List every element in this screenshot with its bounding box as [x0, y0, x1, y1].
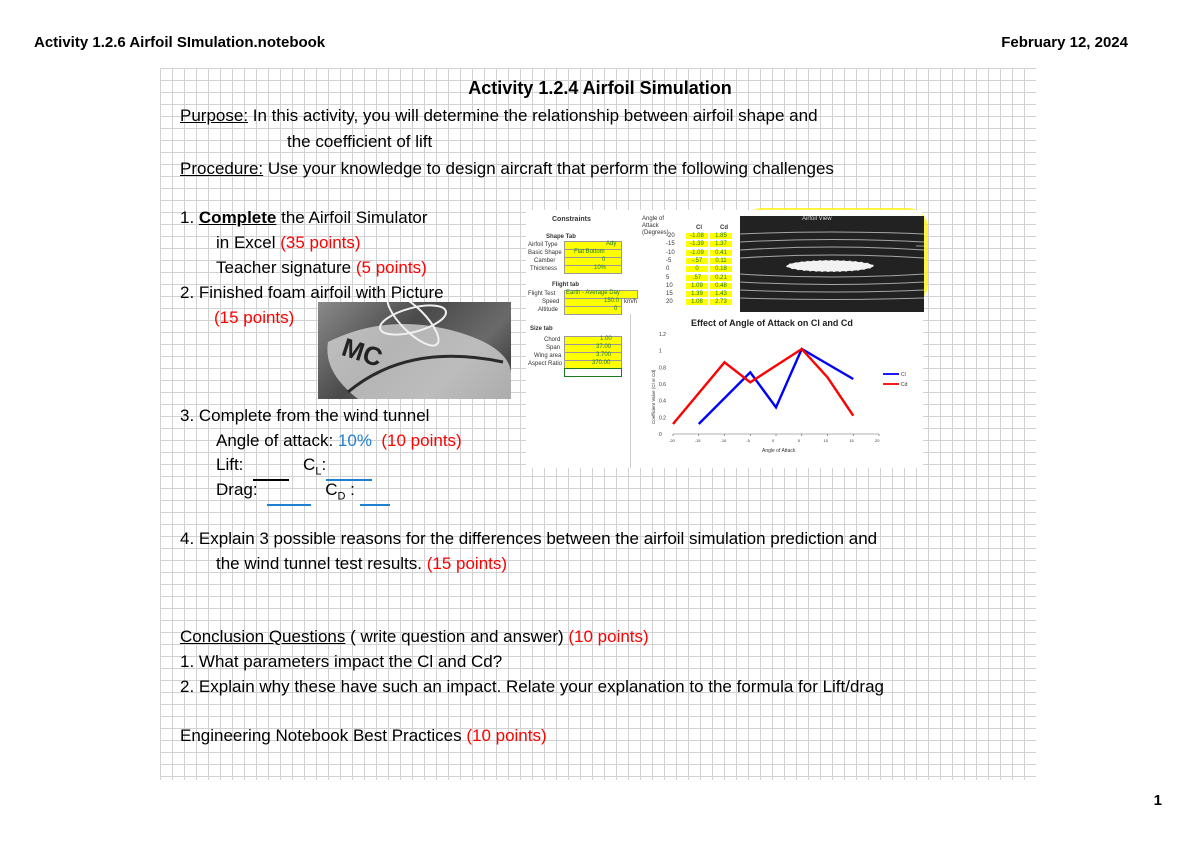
airflow-lines-drawing — [740, 216, 924, 312]
chart-plot — [631, 314, 923, 468]
series-line-cl — [699, 349, 854, 424]
item-4-points: (15 points) — [426, 554, 508, 573]
procedure-line — [180, 159, 834, 179]
cl-cell: -1.39 — [686, 241, 708, 247]
camber-value: 0 — [602, 257, 606, 263]
teacher-signature-text: Teacher signature — [216, 258, 356, 277]
aoa-cell: -10 — [666, 249, 675, 256]
constraints-label: Constraints — [552, 216, 591, 223]
angle-label: Angle of attack: — [216, 431, 338, 450]
signature-points: (5 points) — [355, 258, 427, 277]
page-title: Activity 1.2.4 Airfoil Simulation — [468, 78, 732, 98]
aoa-cell: -20 — [666, 233, 675, 239]
cd-cell: 0.11 — [710, 258, 732, 264]
y-tick-label: 1.2 — [659, 332, 666, 338]
y-tick-label: 1 — [659, 348, 662, 355]
cl-cell: 1.08 — [686, 299, 708, 305]
best-practices-text: Engineering Notebook Best Practices — [180, 726, 467, 745]
item-1-text: the Airfoil Simulator — [276, 208, 428, 227]
item-1-excel — [216, 233, 361, 253]
cd-label: C — [325, 480, 338, 499]
thickness-value: 10% — [594, 265, 607, 271]
aoa-cell: 0 — [666, 266, 670, 273]
file-name: Activity 1.2.6 Airfoil SImulation.notebook — [34, 34, 326, 51]
item-1-bold: Complete — [198, 208, 277, 227]
best-practices-line — [180, 726, 547, 746]
airfoil-simulator-screenshot — [526, 210, 922, 468]
span-label: Span — [546, 345, 561, 351]
speed-label: Speed — [542, 299, 560, 305]
chord-value: 1.00 — [600, 336, 612, 342]
photo-marker-text: MC — [338, 331, 387, 373]
drag-blank[interactable] — [267, 488, 311, 506]
item-3: 3. Complete from the wind tunnel — [180, 406, 430, 425]
item-4-text: the wind tunnel test results. — [216, 554, 427, 573]
altitude-value: 0 — [614, 306, 618, 312]
procedure-text: Use your knowledge to design aircraft that perform the following challenges — [263, 159, 834, 178]
angle-of-attack-line — [216, 431, 462, 451]
thickness-label: Thickness — [530, 266, 558, 272]
flight-test-label: Flight Test — [528, 291, 556, 297]
foam-airfoil-photo — [318, 302, 511, 399]
cl-col-header: Cl — [696, 225, 702, 231]
y-tick-label: 0.8 — [659, 365, 666, 372]
aoa-cell: 15 — [666, 291, 673, 298]
angle-points: (10 points) — [381, 431, 462, 450]
page-number: 1 — [1153, 792, 1162, 809]
series-line-cd — [673, 349, 853, 424]
cl-cell: -.57 — [686, 258, 708, 264]
item-2: 2. Finished foam airfoil with Picture — [180, 283, 444, 302]
item-1-number: 1. — [180, 208, 199, 227]
item-1-excel-text: in Excel — [216, 233, 281, 252]
wing-area-value: 3.700 — [596, 352, 612, 358]
aoa-cell: 5 — [666, 274, 670, 281]
item-2-points: (15 points) — [214, 308, 295, 327]
airfoil-view — [740, 216, 924, 312]
cd-subscript: D — [337, 490, 346, 503]
chart-title: Effect of Angle of Attack on Cl and Cd — [691, 318, 853, 328]
aspect-ratio-label: Aspect Ratio — [528, 361, 563, 367]
lift-blank[interactable] — [253, 463, 289, 481]
x-tick-label: -5 — [746, 438, 750, 443]
basic-shape-label: Basic Shape — [528, 250, 562, 256]
lift-line — [216, 455, 372, 481]
cl-cell: -1.09 — [686, 250, 708, 256]
legend-label: Cl — [901, 372, 906, 378]
purpose-line — [180, 106, 818, 126]
cl-blank[interactable] — [326, 463, 372, 481]
shape-tab-label: Shape Tab — [546, 234, 576, 240]
conclusion-text: ( write question and answer) — [345, 627, 569, 646]
purpose-label: Purpose: — [180, 106, 249, 125]
airfoil-view-title: Airfoil View — [802, 216, 832, 222]
x-axis-label: Angle of Attack — [762, 448, 796, 454]
aoa-cell: -5 — [666, 257, 672, 264]
flight-test-value: Earth - Average Day — [566, 290, 620, 296]
conclusion-label: Conclusion Questions — [180, 627, 346, 646]
foam-airfoil-photo-drawing — [318, 302, 511, 399]
cl-cell: .57 — [686, 275, 708, 281]
cl-cell: 0 — [686, 266, 708, 272]
y-axis-label: Coefficient Value (Cl or Cd) — [651, 369, 656, 424]
question-1: 1. What parameters impact the Cl and Cd? — [180, 652, 503, 671]
cl-label: C — [303, 455, 316, 474]
cd-cell: 1.43 — [710, 291, 732, 297]
cl-cell: -1.08 — [686, 233, 708, 239]
drag-label: Drag: — [216, 480, 258, 499]
aoa-cell: 20 — [666, 299, 673, 306]
x-tick-label: -20 — [669, 438, 675, 443]
span-value: 37.00 — [596, 344, 612, 350]
conclusion-points: (10 points) — [568, 627, 649, 646]
aoa-header: Angle of Attack (Degrees) — [642, 216, 669, 236]
cd-cell: 1.85 — [710, 233, 732, 239]
altitude-label: Altitude — [538, 307, 559, 313]
wing-area-label: Wing area — [534, 353, 562, 359]
cd-cell: 1.37 — [710, 241, 732, 247]
y-tick-label: 0.2 — [659, 415, 666, 422]
drag-line — [216, 480, 390, 506]
cd-cell: 2.73 — [710, 299, 732, 305]
purpose-line-2: the coefficient of lift — [287, 132, 433, 151]
flight-tab-label: Flight tab — [552, 282, 579, 288]
item-1 — [180, 208, 428, 228]
x-tick-label: 5 — [797, 438, 800, 443]
x-tick-label: 0 — [772, 438, 775, 443]
item-4: 4. Explain 3 possible reasons for the differences between the airfoil simulation prediction and — [180, 529, 878, 548]
lift-label: Lift: — [216, 455, 244, 474]
cd-colon: : — [345, 480, 355, 499]
aoa-cell: -15 — [666, 241, 675, 248]
item-1-signature — [216, 258, 427, 278]
y-tick-label: 0.4 — [659, 398, 666, 405]
cl-colon: : — [321, 455, 327, 474]
cd-col-header: Cd — [720, 225, 728, 231]
cl-subscript: L — [315, 465, 322, 478]
purpose-text: In this activity, you will determine the relationship between airfoil shape and — [248, 106, 818, 125]
y-tick-label: 0.6 — [659, 382, 666, 388]
x-tick-label: 15 — [849, 438, 854, 443]
cd-cell: 0.18 — [710, 266, 732, 272]
airfoil-type-label: Airfoil Type — [528, 242, 558, 248]
item-1-points: (35 points) — [280, 233, 361, 252]
speed-unit: km/h — [624, 299, 638, 305]
conclusion-line — [180, 627, 649, 647]
cl-cd-chart — [630, 314, 923, 468]
airfoil-type-value: Ady — [606, 241, 617, 247]
aspect-ratio-value: 370.00 — [592, 360, 611, 366]
best-practices-points: (10 points) — [466, 726, 547, 745]
procedure-label: Procedure: — [180, 159, 264, 178]
cd-blank[interactable] — [360, 488, 390, 506]
camber-label: Camber — [534, 258, 556, 264]
question-2: 2. Explain why these have such an impact. Relate your explanation to the formula for Lift/drag — [180, 677, 885, 696]
cl-cell: 1.39 — [686, 291, 708, 297]
x-tick-label: 20 — [875, 438, 880, 443]
basic-shape-value: Flat Bottom — [574, 249, 605, 255]
y-tick-label: 0 — [659, 432, 662, 438]
chord-label: Chord — [544, 337, 561, 343]
size-tab-label: Size tab — [530, 326, 553, 332]
cd-cell: 0.41 — [710, 250, 732, 256]
item-4-line-2 — [216, 554, 507, 574]
x-tick-label: 10 — [823, 438, 828, 443]
x-tick-label: -10 — [720, 438, 727, 443]
cl-cell: 1.09 — [686, 283, 708, 289]
document-date: February 12, 2024 — [1001, 34, 1128, 51]
cd-cell: 0.21 — [710, 275, 732, 281]
legend-label: Cd — [901, 382, 908, 388]
angle-value: 10% — [337, 431, 372, 450]
cd-cell: 0.48 — [710, 283, 732, 289]
x-tick-label: -15 — [694, 438, 701, 443]
speed-value: 150.0 — [604, 298, 620, 304]
aoa-cell: 10 — [666, 282, 673, 289]
